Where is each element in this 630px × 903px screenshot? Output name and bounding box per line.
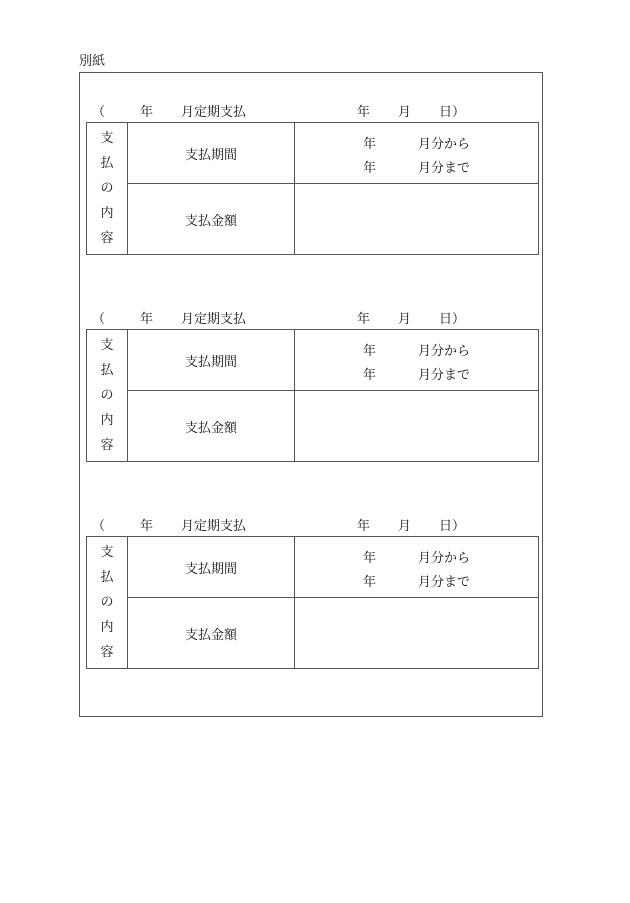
vertical-char: 払 [100,363,114,378]
header-year: 年 [140,312,154,327]
header-open-paren: （ [92,519,106,534]
vertical-char: 払 [100,570,114,585]
period-value-cell[interactable] [295,537,539,598]
period-from-suffix: 月分から [418,137,471,152]
header-open-paren: （ [92,312,106,327]
vertical-label-cell [87,123,128,255]
header-date-day: 日） [439,105,466,120]
period-from-suffix: 月分から [418,551,471,566]
period-value-cell[interactable] [295,330,539,391]
header-date-day: 日） [439,312,466,327]
payment-table [86,122,539,255]
amount-label: 支払金額 [128,391,295,462]
document-title: 別紙 [79,54,106,69]
period-label: 支払期間 [128,537,295,598]
header-date-month: 月 [398,312,412,327]
block-header [80,308,542,328]
vertical-char: 支 [100,338,114,353]
period-to-suffix: 月分まで [418,161,471,176]
vertical-label-cell [87,537,128,669]
period-label: 支払期間 [128,330,295,391]
vertical-char: 内 [100,413,114,428]
vertical-char: 内 [100,206,114,221]
vertical-char: の [100,595,114,610]
vertical-char: 容 [100,438,114,453]
vertical-char: 払 [100,156,114,171]
header-month-label: 月定期支払 [181,105,247,120]
header-date-year: 年 [357,519,371,534]
period-to-suffix: 月分まで [418,575,471,590]
header-open-paren: （ [92,105,106,120]
header-year: 年 [140,519,154,534]
header-month-label: 月定期支払 [181,312,247,327]
period-from-suffix: 月分から [418,344,471,359]
header-date-month: 月 [398,105,412,120]
period-to-suffix: 月分まで [418,368,471,383]
vertical-char: 支 [100,131,114,146]
period-to-year: 年 [363,161,377,176]
block-header [80,101,542,121]
period-from-year: 年 [363,137,377,152]
period-from-year: 年 [363,551,377,566]
vertical-char: の [100,388,114,403]
vertical-char: の [100,181,114,196]
amount-label: 支払金額 [128,184,295,255]
period-label: 支払期間 [128,123,295,184]
amount-label: 支払金額 [128,598,295,669]
payment-table [86,536,539,669]
period-to-year: 年 [363,368,377,383]
period-value-cell[interactable] [295,123,539,184]
header-date-year: 年 [357,312,371,327]
vertical-char: 容 [100,231,114,246]
period-to-year: 年 [363,575,377,590]
period-from-year: 年 [363,344,377,359]
payment-table [86,329,539,462]
header-date-year: 年 [357,105,371,120]
header-month-label: 月定期支払 [181,519,247,534]
header-year: 年 [140,105,154,120]
vertical-char: 容 [100,645,114,660]
amount-value-cell[interactable] [295,598,539,669]
amount-value-cell[interactable] [295,391,539,462]
vertical-char: 支 [100,545,114,560]
vertical-char: 内 [100,620,114,635]
vertical-label-cell [87,330,128,462]
form-frame [79,72,543,717]
block-header [80,515,542,535]
amount-value-cell[interactable] [295,184,539,255]
header-date-month: 月 [398,519,412,534]
header-date-day: 日） [439,519,466,534]
